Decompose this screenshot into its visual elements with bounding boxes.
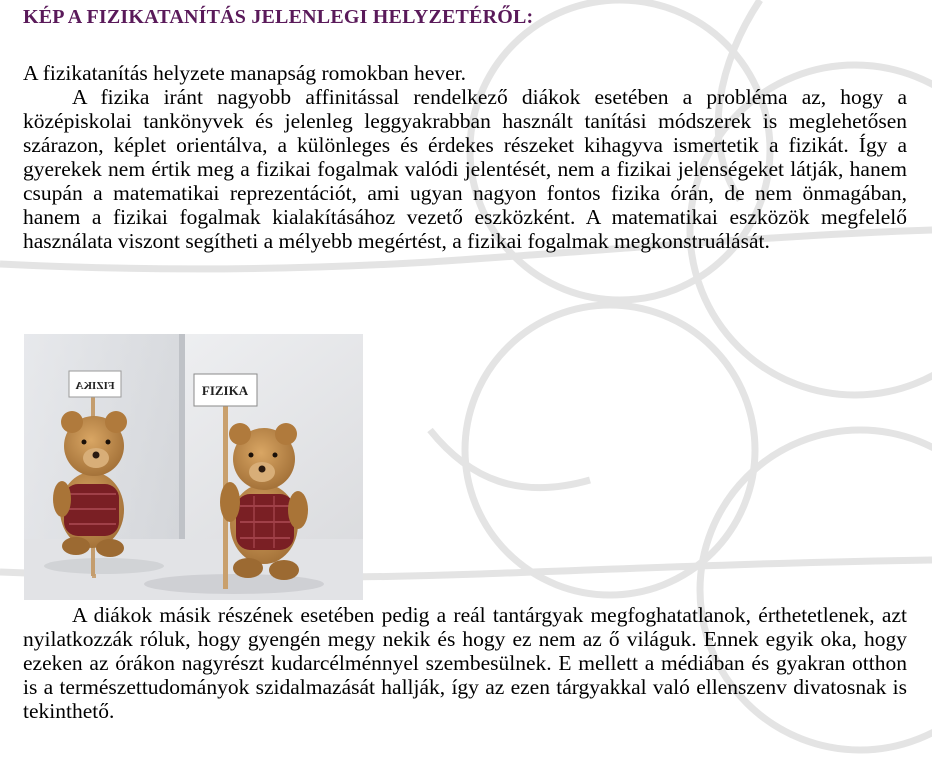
top-text-block [23, 61, 907, 253]
mirror-sign-text: FIZIKA [75, 380, 115, 392]
page-title: KÉP A FIZIKATANÍTÁS JELENLEGI HELYZETÉRŐL: [23, 6, 534, 28]
body-paragraph-1: A fizika iránt nagyobb affinitással rendelkező diákok esetében a probléma az, hogy a középiskolai tankönyvek és jelenleg leggyakrabban használt tanítási módszerek is meglehetősen szárazon, képlet orientálva, a különleges és érdekes részeket kihagyva ismertetik a fizikát. Így a gyerekek nem értik meg a fizikai fogalmak valódi jelentését, nem a fizikai jelenségeket látják, hanem csupán a matematikai reprezentációt, ami ugyan nagyon fontos fizika órán, de nem önmagában, hanem a fizikai fogalmak kialakításához vezető eszközként. A matematikai eszközök megfelelő használata viszont segítheti a mélyebb megértést, a fizikai fogalmak megkonstruálását. [23, 85, 907, 253]
body-paragraph-2: A diákok másik részének esetében pedig a reál tantárgyak megfoghatatlanok, érthetetlenek, azt nyilatkozzák róluk, hogy gyengén megy nekik és hogy ez nem az ő világuk. Ennek egyik oka, hogy ezeken az órákon nagyrészt kudarcélménnyel szembesülnek. E mellett a médiában és gyakran otthon is a természettudományok szidalmazását hallják, így az ezen tárgyakkal való ellenszenv divatosnak is tekinthető. [23, 603, 907, 723]
intro-paragraph: A fizikatanítás helyzete manapság romokban hever. [23, 61, 466, 85]
bottom-text-block [23, 603, 907, 723]
sign-text: FIZIKA [201, 383, 249, 398]
teddy-bear-mirror-photo [24, 334, 363, 600]
